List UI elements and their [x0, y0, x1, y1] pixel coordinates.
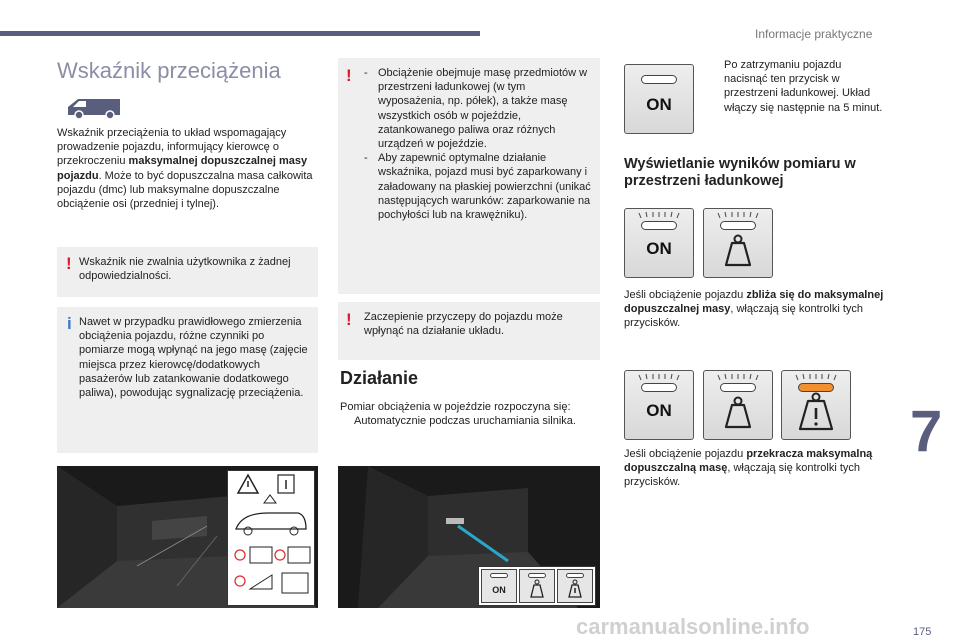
warning-box-responsibility	[57, 247, 318, 297]
weight-icon	[704, 371, 772, 439]
warning-text: Wskaźnik nie zwalnia użytkownika z żadnej odpowiedzialności.	[79, 256, 291, 283]
operation-body: Pomiar obciążenia w pojeździe rozpoczyna się: Automatycznie podczas uruchamiania silnika.	[340, 400, 602, 428]
overload-button-over[interactable]	[781, 370, 851, 440]
cargo-area-photo-buttons	[338, 466, 600, 608]
warning-box-trailer	[338, 302, 600, 360]
led-indicator	[641, 383, 677, 392]
warning-icon: !	[346, 310, 352, 329]
over-max-text: Jeśli obciążenie pojazdu przekracza maksymalną dopuszczalną masę, włączają się kontrolki tych przycisków.	[624, 448, 873, 489]
near-max-text: Jeśli obciążenie pojazdu zbliża się do maksymalnej dopuszczalnej masy, włączają się kontrolki tych przycisków.	[624, 289, 884, 330]
list-item: - Obciążenie obejmuje masę przedmiotów w przestrzeni ładunkowej (w tym wyposażenia, np. półek), a także masę wszystkich osób w pojeździe, zatankowanego paliwa oraz różnych urządzeń w pojeździe.	[364, 67, 588, 151]
weight-icon	[520, 570, 554, 602]
chapter-number: 7	[910, 399, 943, 464]
section-title: Informacje praktyczne	[755, 27, 873, 41]
stop-instruction	[706, 58, 886, 115]
weight-label-sticker	[227, 470, 315, 606]
led-rays-icon	[635, 373, 683, 383]
list-item: Po zatrzymaniu pojazdu nacisnąć ten przycisk w przestrzeni ładunkowej. Układ włączy się następnie na 5 minut.	[724, 59, 883, 114]
list-item: Automatycznie podczas uruchamiania silnika.	[354, 415, 576, 428]
cargo-area-photo-label	[57, 466, 318, 608]
page-title: Wskaźnik przeciążenia	[57, 58, 281, 83]
intro-bold: maksymalnej dopuszczalnej masy pojazdu	[57, 155, 308, 182]
section-heading-display: Wyświetlanie wyników pomiaru w przestrzeni ładunkowej	[624, 156, 856, 189]
on-button[interactable]: ON	[624, 64, 694, 134]
watermark: carmanualsonline.info	[576, 614, 810, 639]
warning-icon: !	[346, 66, 352, 85]
button-weight-mini[interactable]	[519, 569, 555, 603]
weight-button-near[interactable]	[703, 208, 773, 278]
warning-icon: !	[66, 254, 72, 273]
section-heading-operation: Działanie	[340, 368, 419, 388]
weight-icon	[704, 209, 772, 277]
van-icon	[64, 96, 124, 125]
led-rays-icon	[635, 211, 683, 221]
overload-icon	[558, 570, 592, 602]
button-on-mini[interactable]: ON	[481, 569, 517, 603]
button-overload-mini[interactable]	[557, 569, 593, 603]
button-strip	[478, 566, 596, 606]
intro-paragraph: Wskaźnik przeciążenia to układ wspomagający prowadzenie pojazdu, informujący kierowcę o przekroczeniu maksymalnej dopuszczalnej masy pojazdu. Może to być dopuszczalna masa całkowita pojazdu (dmc) lub maksymalne dopuszczalne obciążenie osi (przedniej i tylnej).	[57, 127, 313, 211]
overload-warning-icon	[782, 371, 850, 439]
on-button-over[interactable]: ON	[624, 370, 694, 440]
led-indicator	[641, 221, 677, 230]
page-number: 175	[913, 626, 932, 638]
on-button-near[interactable]: ON	[624, 208, 694, 278]
info-box-measurement	[57, 307, 318, 453]
info-icon: i	[67, 314, 72, 333]
load-bullets	[364, 66, 594, 222]
warning-box-load	[338, 58, 600, 294]
info-text: Nawet w przypadku prawidłowego zmierzenia obciążenia pojazdu, różne czynniki po pomiarze mogą wpłynąć na jego masę (zajęcie miejsca przez kierowcę/dodatkowych pasażerów lub zatankowanie dodatkowego paliwa), powodując sygnalizację przeciążenia.	[79, 316, 308, 400]
led-indicator	[641, 75, 677, 84]
weight-button-over[interactable]	[703, 370, 773, 440]
trailer-text: Zaczepienie przyczepy do pojazdu może wpłynąć na działanie układu.	[364, 311, 563, 338]
list-item: - Aby zapewnić optymalne działanie wskaźnika, pojazd musi być zaparkowany i załadowany na płaskiej powierzchni (unikać następujących warunków: zaparkowanie na pochyłości lub na krawężniku).	[364, 152, 591, 222]
header-bar	[0, 31, 480, 36]
